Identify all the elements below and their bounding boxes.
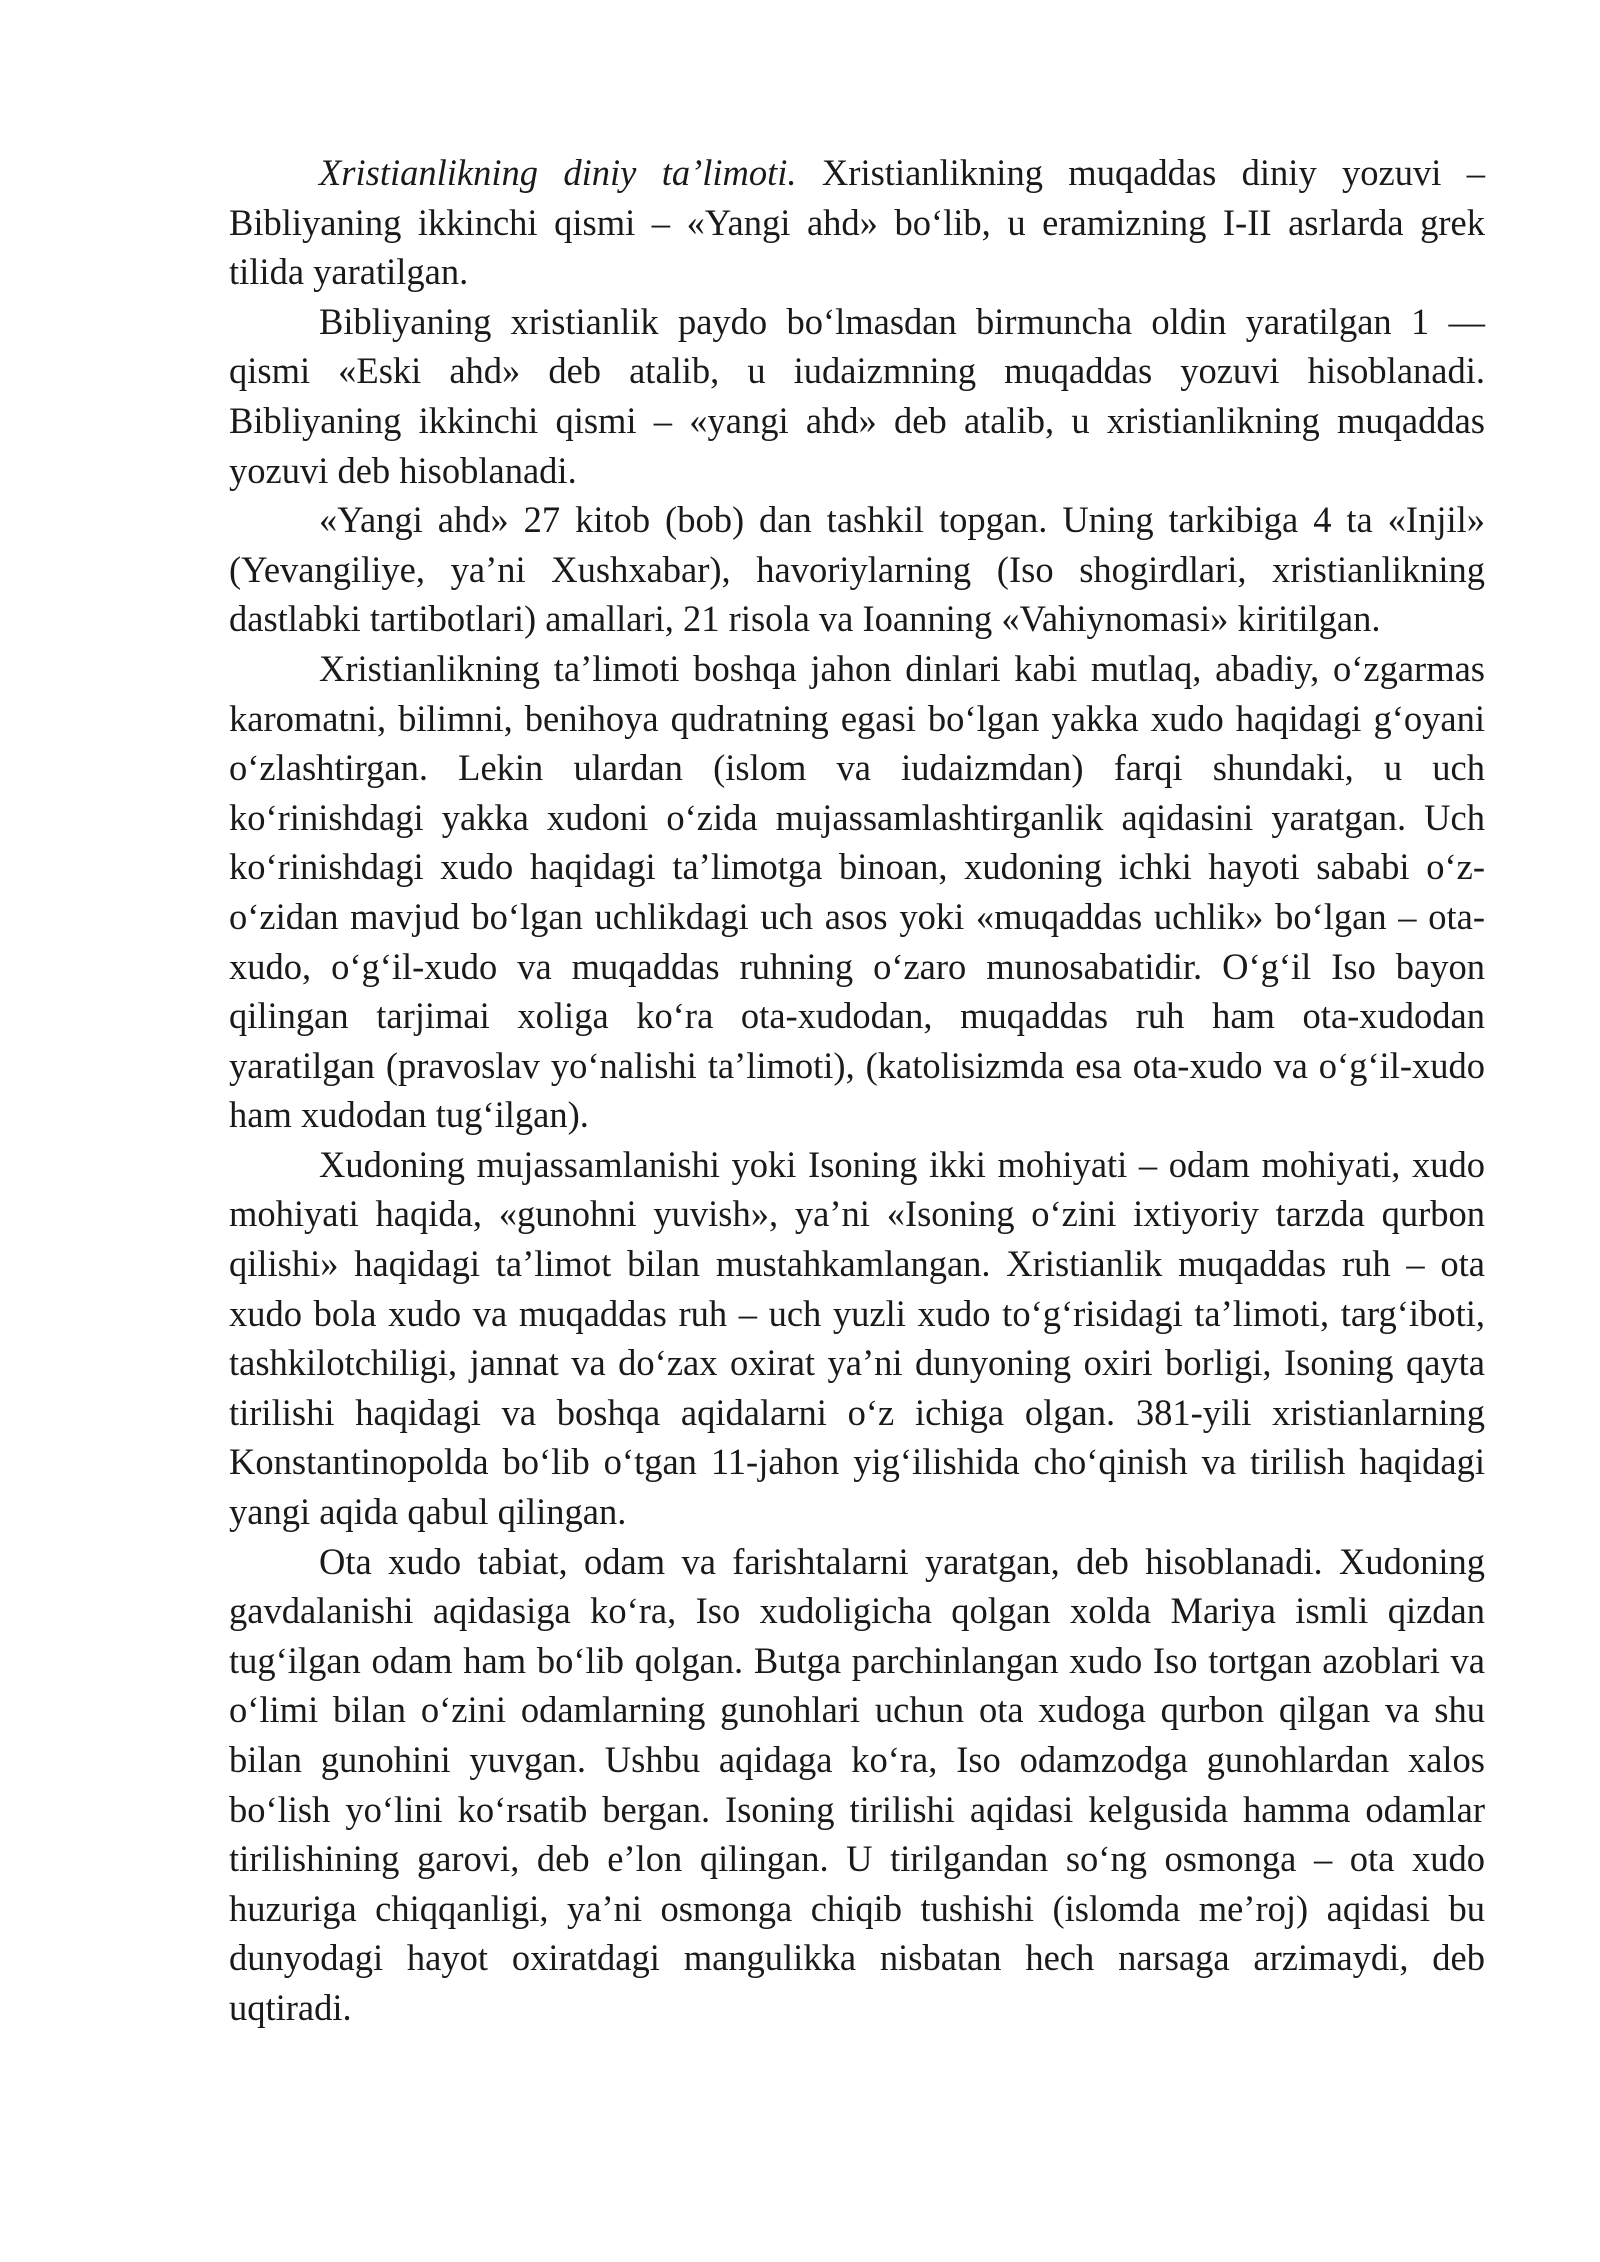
body-text: [229, 148, 1485, 2033]
paragraph-2: Bibliyaning xristianlik paydo bo‘lmasdan birmuncha oldin yaratilgan 1 — qismi «Eski ahd» deb atalib, u iudaizmning muqaddas yozuvi hisoblanadi. Bibliyaning ikkinchi qismi – «yangi ahd» deb atalib, u xristianlikning muqaddas yozuvi deb hisoblanadi.: [229, 300, 1485, 491]
paragraph-5: Xudoning mujassamlanishi yoki Isoning ikki mohiyati – odam mohiyati, xudo mohiyati haqida, «gunohni yuvish», ya’ni «Isoning o‘zini ixtiyoriy tarzda qurbon qilishi» haqidagi ta’limot bilan mustahkamlangan. Xristianlik muqaddas ruh – ota xudo bola xudo va muqaddas ruh – uch yuzli xudo to‘g‘risidagi ta’limoti, targ‘iboti, tashkilotchiligi, jannat va do‘zax oxirat ya’ni dunyoning oxiri borligi, Isoning qayta tirilishi haqidagi va boshqa aqidalarni o‘z ichiga olgan. 381-yili xristianlarning Konstantinopolda bo‘lib o‘tgan 11-jahon yig‘ilishida cho‘qinish va tirilish haqidagi yangi aqida qabul qilingan.: [229, 1143, 1485, 1533]
paragraph-4: Xristianlikning ta’limoti boshqa jahon dinlari kabi mutlaq, abadiy, o‘zgarmas karomatni, bilimni, benihoya qudratning egasi bo‘lgan yakka xudo haqidagi g‘oyani o‘zlashtirgan. Lekin ulardan (islom va iudaizmdan) farqi shundaki, u uch ko‘rinishdagi yakka xudoni o‘zida mujassamlashtirganlik aqidasini yaratgan. Uch ko‘rinishdagi xudo haqidagi ta’limotga binoan, xudoning ichki hayoti sababi o‘z-o‘zidan mavjud bo‘lgan uchlikdagi uch asos yoki «muqaddas uchlik» bo‘lgan – ota-xudo, o‘g‘il-xudo va muqaddas ruhning o‘zaro munosabatidir. O‘g‘il Iso bayon qilingan tarjimai xoliga ko‘ra ota-xudodan, muqaddas ruh ham ota-xudodan yaratilgan (pravoslav yo‘nalishi ta’limoti), (katolisizmda esa ota-xudo va o‘g‘il-xudo ham xudodan tug‘ilgan).: [229, 647, 1485, 1136]
section-heading: Xristianlikning diniy ta’limoti.: [319, 152, 797, 193]
paragraph-3: «Yangi ahd» 27 kitob (bob) dan tashkil topgan. Uning tarkibiga 4 ta «Injil» (Yevangiliye, ya’ni Xushxabar), havoriylarning (Iso shogirdlari, xristianlikning dastlabki tartibotlari) amallari, 21 risola va Ioanning «Vahiynomasi» kiritilgan.: [229, 499, 1485, 640]
paragraph-1: [229, 148, 1485, 297]
paragraph-text: Xristianlikning muqaddas diniy yozuvi – Bibliyaning ikkinchi qismi – «Yangi ahd» bo‘lib, u eramizning I-II asrlarda grek tilida yaratilgan.: [229, 152, 1486, 293]
paragraph-6: Ota xudo tabiat, odam va farishtalarni yaratgan, deb hisoblanadi. Xudoning gavdalanishi aqidasiga ko‘ra, Iso xudoligicha qolgan xolda Mariya ismli qizdan tug‘ilgan odam ham bo‘lib qolgan. Butga parchinlangan xudo Iso tortgan azoblari va o‘limi bilan o‘zini odamlarning gunohlari uchun ota xudoga qurbon qilgan va shu bilan gunohini yuvgan. Ushbu aqidaga ko‘ra, Iso odamzodga gunohlardan xalos bo‘lish yo‘lini ko‘rsatib bergan. Isoning tirilishi aqidasi kelgusida hamma odamlar tirilishining garovi, deb e’lon qilingan. U tirilgandan so‘ng osmonga – ota xudo huzuriga chiqqanligi, ya’ni osmonga chiqib tushishi (islomda me’roj) aqidasi bu dunyodagi hayot oxiratdagi mangulikka nisbatan hech narsaga arzimaydi, deb uqtiradi.: [229, 1540, 1485, 2028]
